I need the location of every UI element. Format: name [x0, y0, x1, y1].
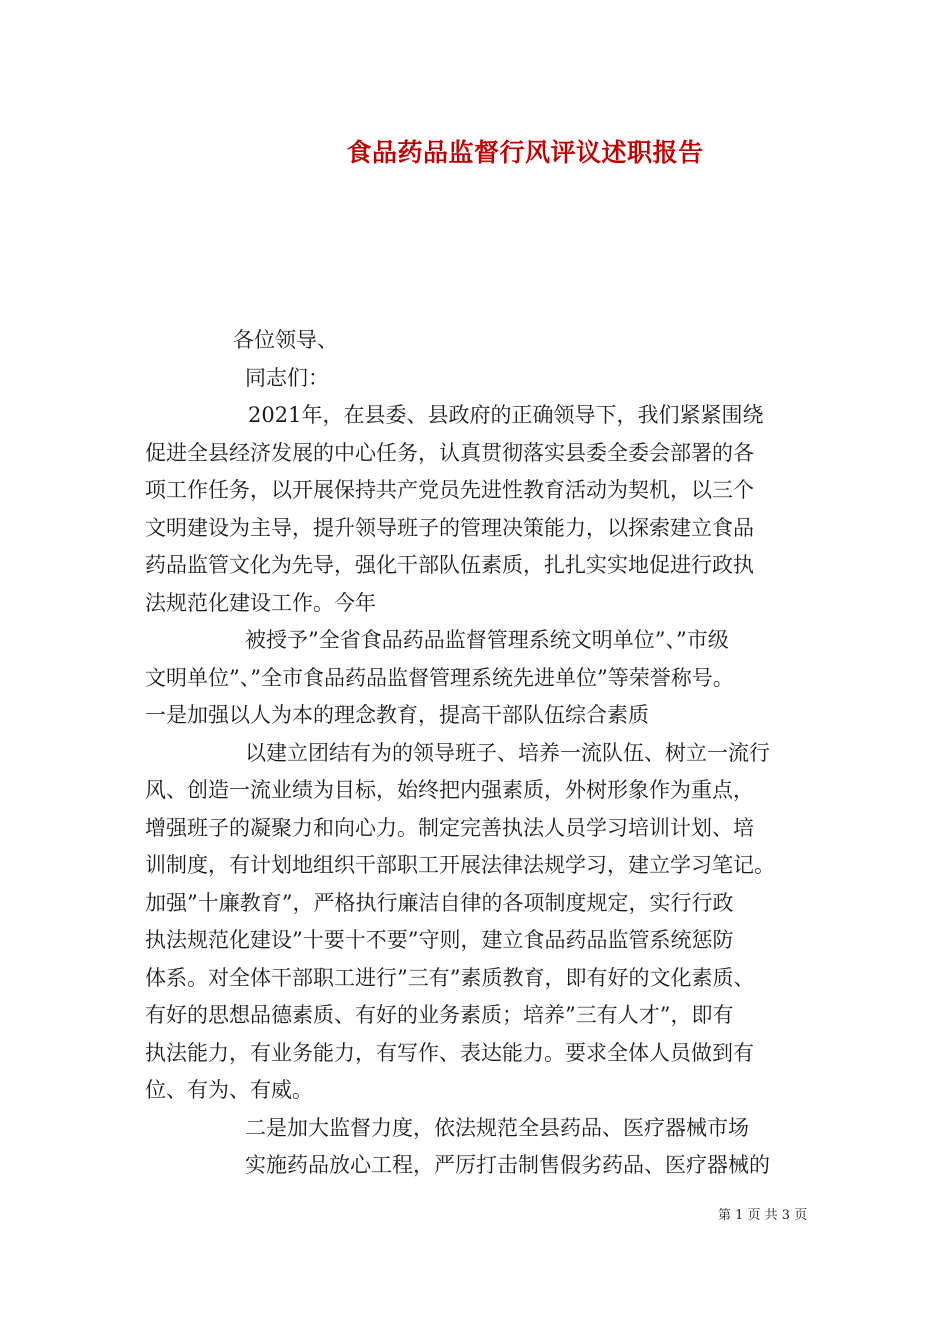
paragraph-line: 法规范化建设工作。今年 — [145, 590, 376, 615]
paragraph-3 — [145, 735, 835, 1110]
paragraph-line: 促进全县经济发展的中心任务，认真贯彻落实县委全委会部署的各 — [145, 440, 754, 465]
paragraph-line: 增强班子的凝聚力和向心力。制定完善执法人员学习培训计划、培 — [145, 815, 754, 840]
salutation-leaders: 各位领导、 — [233, 328, 338, 352]
paragraph-line: 加强”十廉教育”，严格执行廉洁自律的各项制度规定，实行行政 — [145, 890, 734, 915]
paragraph-line: 体系。对全体干部职工进行”三有”素质教育，即有好的文化素质、 — [145, 965, 755, 990]
paragraph-1 — [145, 397, 835, 622]
paragraph-line: 执法规范化建设”十要十不要”守则，建立食品药品监管系统惩防 — [145, 928, 734, 952]
paragraph-line: 项工作任务，以开展保持共产党员先进性教育活动为契机，以三个 — [145, 478, 754, 502]
page-number-footer: 第 1 页 共 3 页 — [718, 1208, 808, 1223]
paragraph-line: 风、创造一流业绩为目标，始终把内强素质，外树形象作为重点， — [145, 778, 754, 802]
paragraph-line: 实施药品放心工程，严厉打击制售假劣药品、医疗器械的 — [245, 1153, 770, 1177]
document-title: 食品药品监督行风评议述职报告 — [346, 138, 704, 167]
paragraph-line: 文明单位”、”全市食品药品监督管理系统先进单位”等荣誉称号。 — [145, 665, 734, 690]
paragraph-line: 2021年，在县委、县政府的正确领导下，我们紧紧围绕 — [248, 403, 764, 427]
paragraph-line: 文明建设为主导，提升领导班子的管理决策能力，以探索建立食品 — [145, 515, 754, 540]
document-body — [145, 322, 835, 1185]
paragraph-line: 药品监管文化为先导，强化干部队伍素质，扎扎实实地促进行政执 — [145, 553, 754, 577]
paragraph-line: 被授予”全省食品药品监督管理系统文明单位”、”市级 — [245, 628, 729, 652]
paragraph-line: 训制度，有计划地组织干部职工开展法律法规学习，建立学习笔记。 — [145, 853, 775, 877]
section-heading-1: 一是加强以人为本的理念教育，提高干部队伍综合素质 — [145, 703, 649, 727]
paragraph-2 — [145, 622, 835, 735]
paragraph-5 — [145, 1147, 835, 1185]
paragraph-4 — [145, 1110, 835, 1148]
section-heading-2: 二是加大监督力度，依法规范全县药品、医疗器械市场 — [245, 1115, 749, 1140]
paragraph-line: 以建立团结有为的领导班子、培养一流队伍、树立一流行 — [245, 740, 770, 765]
paragraph-line: 位、有为、有威。 — [145, 1078, 313, 1102]
paragraph-line: 有好的思想品德素质、有好的业务素质；培养”三有人才”，即有 — [145, 1003, 734, 1027]
salutation-comrades: 同志们： — [245, 365, 329, 390]
paragraph-line: 执法能力，有业务能力，有写作、表达能力。要求全体人员做到有 — [145, 1040, 754, 1065]
